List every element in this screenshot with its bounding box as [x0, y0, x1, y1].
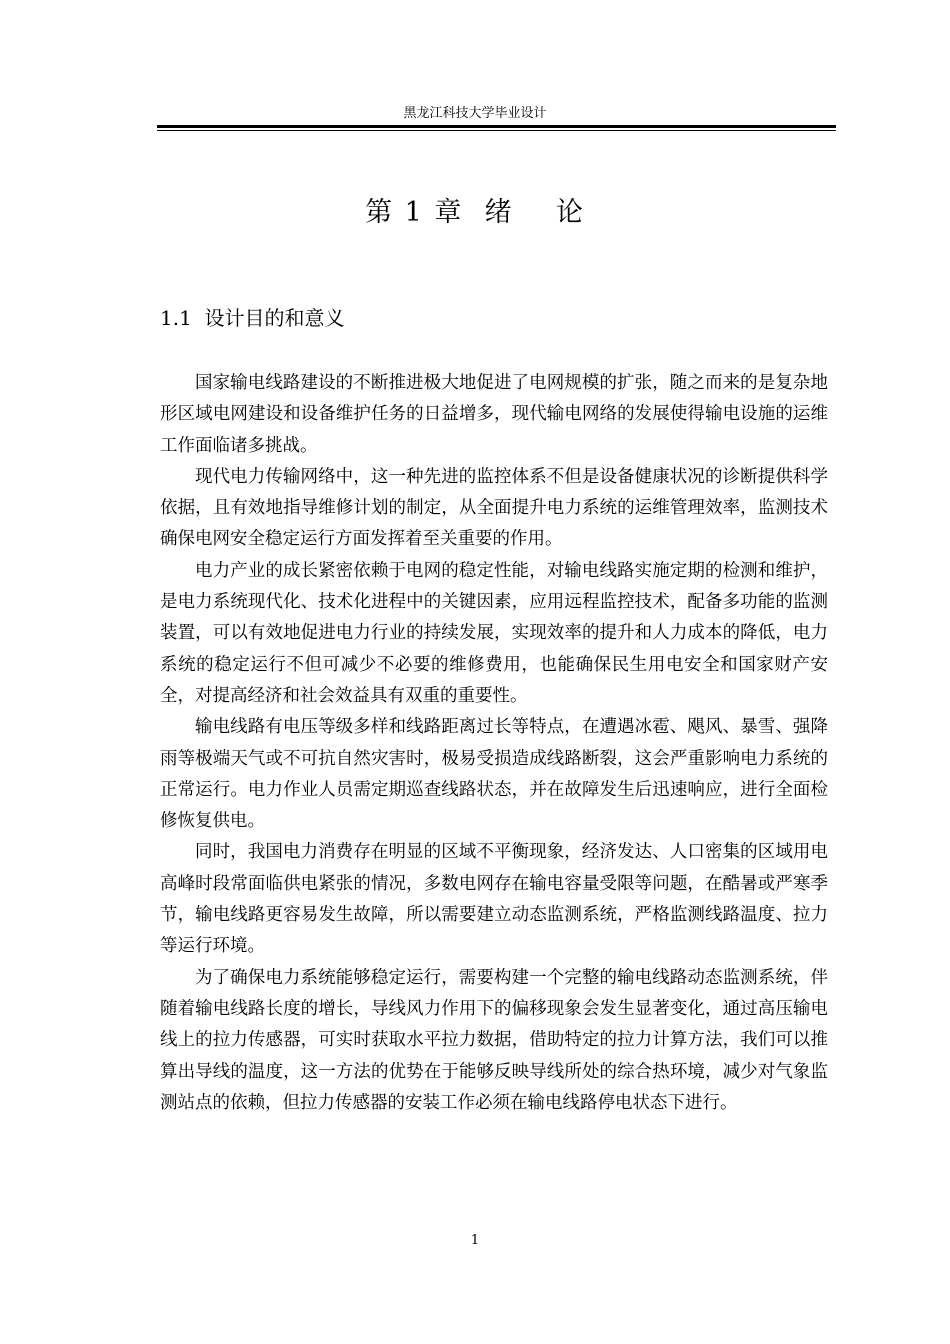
paragraph: 电力产业的成长紧密依赖于电网的稳定性能，对输电线路实施定期的检测和维护，是电力系统现代化、技术化进程中的关键因素，应用远程监控技术，配备多功能的监测装置，可以有效地促进电力行业的持续发展，实现效率的提升和人力成本的降低，电力系统的稳定运行不但可减少不必要的维修费用，也能确保民生用电安全和国家财产安全，对提高经济和社会效益具有双重的重要性。	[160, 560, 828, 706]
paragraph: 国家输电线路建设的不断推进极大地促进了电网规模的扩张，随之而来的是复杂地形区域电网建设和设备维护任务的日益增多，现代输电网络的发展使得输电设施的运维工作面临诸多挑战。	[160, 373, 828, 456]
paragraph: 现代电力传输网络中，这一种先进的监控体系不但是设备健康状况的诊断提供科学依据，且有效地指导维修计划的制定，从全面提升电力系统的运维管理效率，监测技术确保电网安全稳定运行方面发挥着至关重要的作用。	[160, 466, 828, 550]
page-number: 1	[470, 1233, 480, 1248]
paragraph: 为了确保电力系统能够稳定运行，需要构建一个完整的输电线路动态监测系统，伴随着输电线路长度的增长，导线风力作用下的偏移现象会发生显著变化，通过高压输电线上的拉力传感器，可实时获取水平拉力数据，借助特定的拉力计算方法，我们可以推算出导线的温度，这一方法的优势在于能够反映导线所处的综合热环境，减少对气象监测站点的依赖，但拉力传感器的安装工作必须在输电线路停电状态下进行。	[160, 967, 828, 1113]
header-rule-thick	[157, 125, 836, 128]
header-rule-thin	[157, 130, 836, 131]
chapter-title: 第 1 章 绪 论	[365, 197, 585, 228]
paragraph: 输电线路有电压等级多样和线路距离过长等特点，在遭遇冰雹、飓风、暴雪、强降雨等极端天气或不可抗自然灾害时，极易受损造成线路断裂，这会严重影响电力系统的正常运行。电力作业人员需定期巡查线路状态，并在故障发生后迅速响应，进行全面检修恢复供电。	[160, 717, 828, 832]
running-header: 黑龙江科技大学毕业设计	[403, 106, 547, 121]
paragraph: 同时，我国电力消费存在明显的区域不平衡现象，经济发达、人口密集的区域用电高峰时段常面临供电紧张的情况，多数电网存在输电容量受限等问题，在酷暑或严寒季节，输电线路更容易发生故障，所以需要建立动态监测系统，严格监测线路温度、拉力等运行环境。	[160, 842, 828, 957]
section-heading: 1.1 设计目的和意义	[160, 306, 345, 330]
body-text	[160, 368, 828, 1119]
